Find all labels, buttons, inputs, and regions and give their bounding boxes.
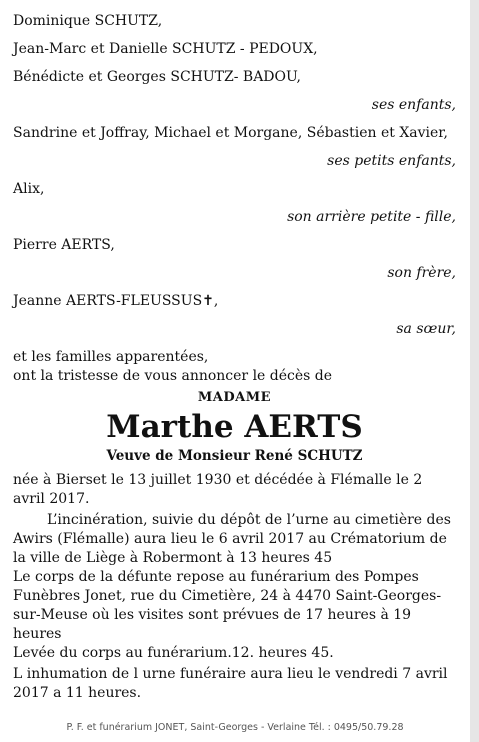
family-line: Pierre AERTS, xyxy=(13,237,115,253)
family-line: Bénédicte et Georges SCHUTZ- BADOU, xyxy=(13,69,301,85)
repose-paragraph: Le corps de la défunte repose au funérarium des Pompes Funèbres Jonet, rue du Cimetière, 24 à 4470 Saint-Georges-sur-Meuse où les visites sont prévues de 17 heures à 19 heures xyxy=(13,569,442,642)
relation-label: son arrière petite - fille, xyxy=(287,209,456,225)
family-line: Jeanne AERTS-FLEUSSUS✝, xyxy=(13,293,219,309)
relation-label: sa sœur, xyxy=(396,321,456,337)
intro-line: et les familles apparentées, xyxy=(13,349,209,365)
levee-paragraph: Levée du corps au funérarium.12. heures 45. xyxy=(13,645,334,661)
family-line: Jean-Marc et Danielle SCHUTZ - PEDOUX, xyxy=(13,41,318,57)
deceased-relation: Veuve de Monsieur René SCHUTZ xyxy=(106,448,363,464)
intro-line: ont la tristesse de vous annoncer le décès de xyxy=(13,368,333,384)
cremation-paragraph: L’incinération, suivie du dépôt de l’urne au cimetière des Awirs (Flémalle) aura lieu le 6 avril 2017 au Crématorium de la ville de Liège à Robermont à 13 heures 45 xyxy=(13,512,451,566)
birth-paragraph: née à Bierset le 13 juillet 1930 et décédée à Flémalle le 2 avril 2017. xyxy=(13,472,423,507)
relation-label: ses enfants, xyxy=(371,97,456,113)
deceased-title: MADAME xyxy=(197,390,272,405)
relation-label: ses petits enfants, xyxy=(327,153,456,169)
relation-label: son frère, xyxy=(387,265,456,281)
family-line: Alix, xyxy=(13,181,45,197)
funeral-home-footer: P. F. et funérarium JONET, Saint-Georges - Verlaine Tél. : 0495/50.79.28 xyxy=(66,722,404,733)
family-line: Dominique SCHUTZ, xyxy=(13,13,163,29)
inhumation-paragraph: L inhumation de l urne funéraire aura lieu le vendredi 7 avril 2017 a 11 heures. xyxy=(13,666,448,701)
family-line: Sandrine et Joffray, Michael et Morgane, Sébastien et Xavier, xyxy=(13,125,448,141)
deceased-name: Marthe AERTS xyxy=(106,409,363,445)
